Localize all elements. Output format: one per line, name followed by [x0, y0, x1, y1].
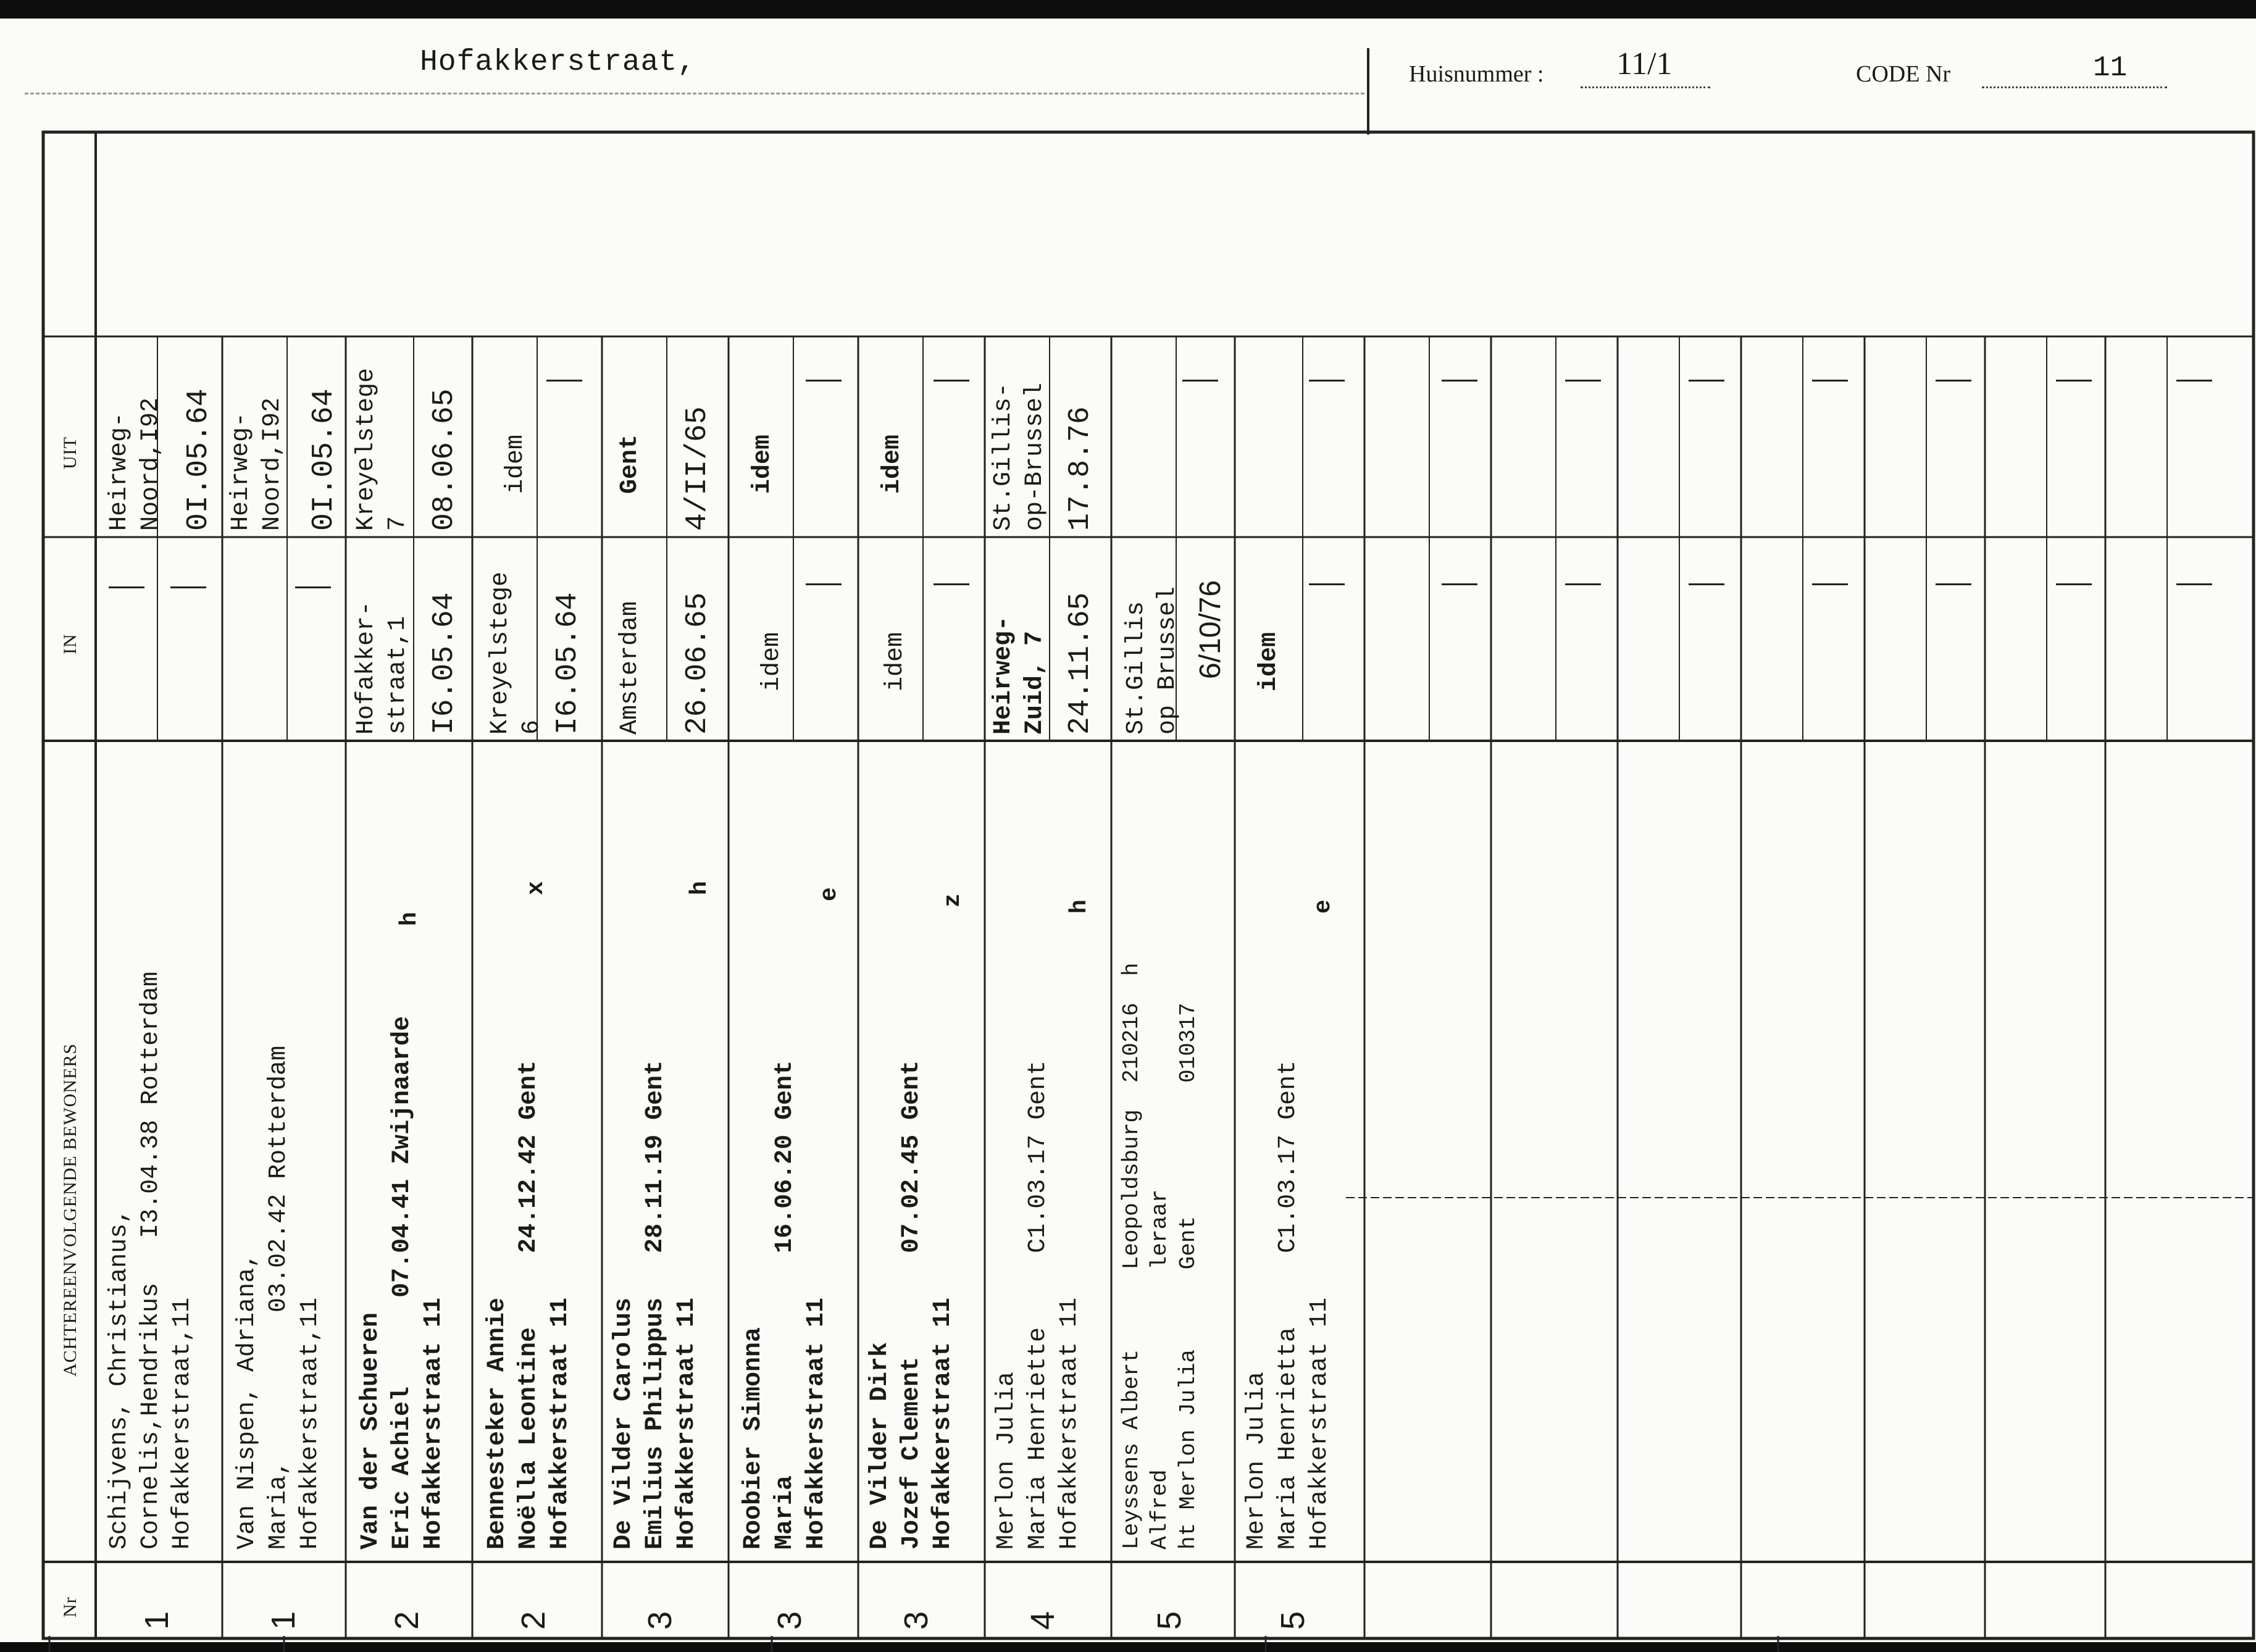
uit-column-label: UIT: [60, 436, 80, 469]
row-2-nr: 1: [265, 1611, 302, 1630]
row-2-uit-place: Heirweg- Noord,I92: [227, 397, 287, 531]
row-9-in-place: St.Gillis op Brussel: [1122, 586, 1182, 735]
row-2-uit-date: 0I.05.64: [307, 388, 341, 531]
row-5-extra: h: [687, 881, 713, 895]
row-7-in-place: idem: [882, 632, 909, 691]
row-4-in-date: I6.05.64: [551, 592, 585, 735]
row-8-nr: 4: [1024, 1611, 1061, 1630]
row-1-uit-date: 0I.05.64: [182, 388, 215, 531]
row-5-uit-date: 4/II/65: [681, 406, 714, 531]
row-4-nr: 2: [515, 1611, 552, 1630]
street-name: Hofakkerstraat,: [420, 46, 696, 79]
row-1-resident: Schijvens, Christianus, Cornelis,Hendrikus I3.04.38 Rotterdam Hofakkerstraat,11: [106, 971, 197, 1550]
row-8-uit-place: St.Gillis- op-Brussel: [990, 382, 1050, 531]
row-6-in-place: idem: [758, 632, 786, 691]
row-3-in-place: Hofakker- straat,1: [353, 601, 412, 735]
code-label: CODE Nr: [1856, 61, 1951, 87]
row-9-in-date: 6/10/76: [1194, 580, 1227, 679]
row-9-nr: 5: [1151, 1611, 1188, 1630]
nr-column-label: Nr: [60, 1596, 80, 1617]
row-6-resident: Roobier Simonna Maria 16.06.20 Gent Hofakkerstraat 11: [740, 1060, 831, 1550]
huisnummer-label: Huisnummer :: [1409, 61, 1544, 87]
row-6-nr: 3: [771, 1611, 808, 1630]
code-value: 11: [2093, 52, 2128, 84]
row-9-resident: Leyssens Albert Leopoldsburg 210216 h Alfred leraar ht Merlon Julia Gent 010317: [1119, 962, 1201, 1550]
row-3-resident: Van der Schueren Eric Achiel 07.04.41 Zwijnaarde Hofakkerstraat 11: [357, 1016, 448, 1550]
row-5-in-place: Amsterdam: [616, 601, 644, 735]
row-7-uit-place: idem: [879, 434, 906, 494]
row-1-uit-place: Heirweg- Noord,I92: [106, 397, 165, 531]
row-8-in-date: 24.11.65: [1064, 592, 1097, 735]
row-4-in-place: Kreyelstege 6: [487, 571, 546, 735]
row-8-resident: Merlon Julia Maria Henriette C1.03.17 Gent Hofakkerstraat 11: [993, 1060, 1084, 1550]
row-3-nr: 2: [388, 1611, 425, 1630]
row-6-uit-date-empty: [806, 380, 842, 382]
row-1-in-date-empty: [109, 586, 144, 588]
row-4-resident: Bennesteker Annie Noëlla Leontine 24.12.42 Gent Hofakkerstraat 11: [483, 1060, 575, 1550]
row-7-nr: 3: [898, 1611, 935, 1630]
row-6-extra: e: [816, 887, 843, 901]
row-3-in-date: I6.05.64: [428, 592, 461, 735]
row-8-in-place: Heirweg- Zuid, 7: [990, 615, 1050, 735]
bewoners-column-label: ACHTEREENVOLGENDE BEWONERS: [60, 1043, 80, 1377]
row-4-extra: x: [523, 881, 549, 895]
huisnummer-value: 11/1: [1616, 46, 1673, 81]
row-3-uit-place: Kreyelstege 7: [353, 367, 412, 531]
row-10-in-place: idem: [1255, 632, 1283, 691]
row-10-resident: Merlon Julia Maria Henrietta C1.03.17 Gent Hofakkerstraat 11: [1243, 1060, 1334, 1550]
row-3-uit-date: 08.06.65: [428, 388, 461, 531]
row-9-uit-date-empty: [1182, 380, 1218, 382]
row-6-in-date-empty: [806, 583, 842, 585]
row-8-extra: h: [1066, 899, 1093, 914]
in-column-label: IN: [60, 633, 80, 654]
row-1-nr: 1: [138, 1611, 175, 1630]
row-2-resident: Van Nispen, Adriana, Maria, 03.02.42 Rotterdam Hofakkerstraat,11: [233, 1045, 325, 1550]
row-7-uit-date-empty: [934, 380, 969, 382]
row-10-extra: e: [1310, 899, 1337, 914]
row-4-uit-place: idem: [502, 434, 530, 494]
row-5-in-date: 26.06.65: [681, 592, 714, 735]
row-5-nr: 3: [641, 1611, 679, 1630]
row-10-nr: 5: [1274, 1611, 1311, 1630]
row-3-extra: h: [396, 912, 423, 926]
row-8-uit-date: 17.8.76: [1064, 406, 1097, 531]
row-5-resident: De Vilder Carolus Emilius Philippus 28.11.19 Gent Hofakkerstraat 11: [610, 1060, 701, 1550]
row-5-uit-place: Gent: [616, 434, 644, 494]
row-10-uit-date-empty: [1309, 380, 1345, 382]
row-4-uit-date-empty: [546, 380, 582, 382]
row-1-in-place-empty: [170, 586, 206, 588]
row-7-resident: De Vilder Dirk Jozef Clement 07.02.45 Gent Hofakkerstraat 11: [866, 1060, 958, 1550]
row-7-in-date-empty: [934, 583, 969, 585]
row-10-in-date-empty: [1309, 583, 1345, 585]
row-2-in-date-empty: [295, 586, 331, 588]
row-6-uit-place: idem: [749, 434, 777, 494]
row-7-extra: z: [940, 893, 966, 907]
